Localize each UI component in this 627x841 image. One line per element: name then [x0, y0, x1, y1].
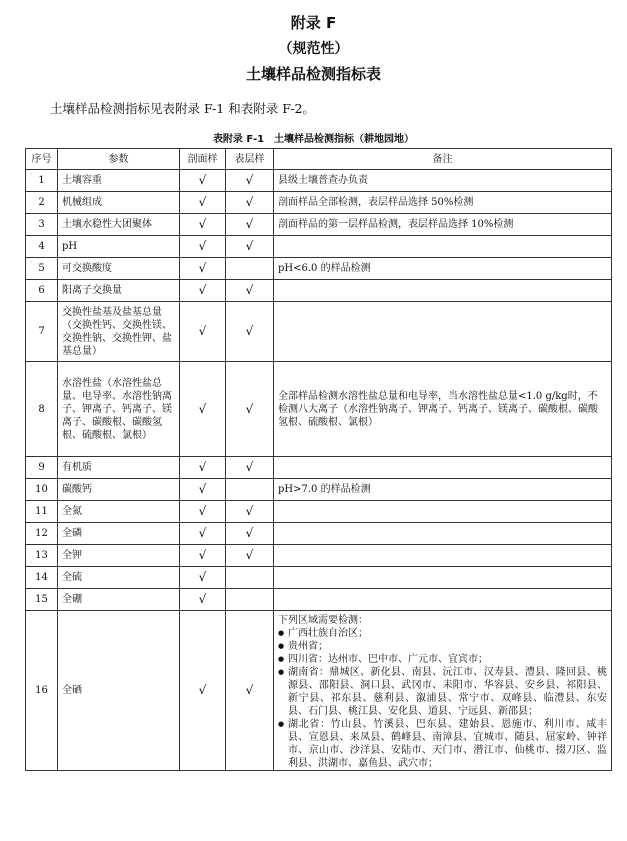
row-profile-check: √: [180, 457, 226, 479]
row-profile-check: √: [180, 192, 226, 214]
row-param: 全氮: [58, 501, 180, 523]
row-note: [274, 567, 612, 589]
table-row: [26, 523, 612, 545]
row-profile-check: √: [180, 302, 226, 362]
row-param: 交换性盐基及盐基总量（交换性钙、交换性镁、交换性钠、交换性钾、盐基总量）: [58, 302, 180, 362]
row-surface-check: √: [226, 523, 274, 545]
row-surface-check: √: [226, 192, 274, 214]
header-param: 参数: [58, 149, 180, 170]
row-note: 剖面样品的第一层样品检测，表层样品选择 10%检测: [274, 214, 612, 236]
row-profile-check: √: [180, 214, 226, 236]
appendix-label: 附录 F: [290, 14, 337, 32]
row-param: 阳离子交换量: [58, 280, 180, 302]
row-profile-check: √: [180, 523, 226, 545]
table-row: [26, 214, 612, 236]
list-item: ● 贵州省；: [278, 640, 607, 653]
row-note: [274, 545, 612, 567]
row-profile-check: √: [180, 479, 226, 501]
row-surface-check: √: [226, 545, 274, 567]
row-surface-check: [226, 567, 274, 589]
table-row: [26, 362, 612, 457]
row-surface-check: √: [226, 611, 274, 771]
table-row: [26, 545, 612, 567]
note-intro: 下列区域需要检测：: [278, 615, 368, 626]
row-no: 10: [26, 479, 58, 501]
row-note: 县级土壤普查办负责: [274, 170, 612, 192]
row-no: 5: [26, 258, 58, 280]
table-row: [26, 302, 612, 362]
list-item: ● 湖南省：鼎城区、新化县、南县、沅江市、汉寿县、澧县、隆回县、桃源县、邵阳县、洞口县、武冈市、耒阳市、华容县、安乡县、祁阳县、新宁县、祁东县、慈利县、溆浦县、常宁市、双峰县、临澧县、东安县、石门县、桃江县、安化县、道县、宁远县、新邵县；: [278, 666, 607, 718]
appendix-type: （规范性）: [278, 41, 349, 57]
row-surface-check: √: [226, 280, 274, 302]
row-no: 1: [26, 170, 58, 192]
list-item: ● 湖北省：竹山县、竹溪县、巴东县、建始县、恩施市、利川市、咸丰县、宣恩县、来凤县、鹤峰县、南漳县、宜城市、随县、屈家岭、钟祥市、京山市、沙洋县、安陆市、天门市、潜江市、仙桃市、掇刀区、监利县、洪湖市、嘉鱼县、武穴市；: [278, 718, 607, 770]
row-note: [274, 236, 612, 258]
row-profile-check: √: [180, 280, 226, 302]
row-note: [274, 501, 612, 523]
table-body: [26, 170, 612, 771]
row-param: 全硼: [58, 589, 180, 611]
row-profile-check: √: [180, 362, 226, 457]
row-param: 机械组成: [58, 192, 180, 214]
row-no: 11: [26, 501, 58, 523]
row-surface-check: √: [226, 236, 274, 258]
row-profile-check: √: [180, 589, 226, 611]
row-note: [274, 280, 612, 302]
row-param: 全磷: [58, 523, 180, 545]
row-param: 可交换酸度: [58, 258, 180, 280]
row-surface-check: [226, 589, 274, 611]
row-profile-check: √: [180, 501, 226, 523]
table-header-row: [26, 149, 612, 170]
row-note: [274, 611, 612, 771]
table-caption: 表附录 F-1 土壤样品检测指标（耕地园地）: [212, 134, 415, 145]
row-profile-check: √: [180, 236, 226, 258]
table-row: [26, 192, 612, 214]
row-surface-check: √: [226, 302, 274, 362]
row-no: 15: [26, 589, 58, 611]
row-param: 水溶性盐（水溶性盐总量、电导率、水溶性钠离子、钾离子、钙离子、镁离子、碳酸根、碳酸氢根、硫酸根、氯根）: [58, 362, 180, 457]
table-row: [26, 236, 612, 258]
table-row: [26, 170, 612, 192]
row-no: 8: [26, 362, 58, 457]
row-no: 6: [26, 280, 58, 302]
row-profile-check: √: [180, 170, 226, 192]
row-no: 7: [26, 302, 58, 362]
list-item: ● 四川省：达州市、巴中市、广元市、宜宾市；: [278, 653, 607, 666]
region-list: [278, 627, 607, 770]
row-surface-check: √: [226, 170, 274, 192]
header-no: 序号: [26, 149, 58, 170]
header-surface: 表层样: [226, 149, 274, 170]
row-param: 土壤容重: [58, 170, 180, 192]
table-row: [26, 589, 612, 611]
row-surface-check: √: [226, 457, 274, 479]
row-no: 9: [26, 457, 58, 479]
row-profile-check: √: [180, 258, 226, 280]
row-no: 14: [26, 567, 58, 589]
row-no: 3: [26, 214, 58, 236]
row-profile-check: √: [180, 545, 226, 567]
row-param: 碳酸钙: [58, 479, 180, 501]
row-no: 16: [26, 611, 58, 771]
row-no: 12: [26, 523, 58, 545]
row-note: [274, 589, 612, 611]
row-param: 全硫: [58, 567, 180, 589]
row-param: 土壤水稳性大团聚体: [58, 214, 180, 236]
indicator-table: [25, 148, 612, 771]
row-surface-check: [226, 258, 274, 280]
page-title: 土壤样品检测指标表: [245, 65, 381, 83]
table-row: [26, 501, 612, 523]
header-note: 备注: [274, 149, 612, 170]
row-param: 有机质: [58, 457, 180, 479]
row-no: 2: [26, 192, 58, 214]
row-surface-check: √: [226, 501, 274, 523]
header-profile: 剖面样: [180, 149, 226, 170]
row-param: pH: [58, 236, 180, 258]
table-row: [26, 280, 612, 302]
row-note: 全部样品检测水溶性盐总量和电导率，当水溶性盐总量<1.0 g/kg时，不检测八大离子（水溶性钠离子、钾离子、钙离子、镁离子、碳酸根、碳酸氢根、硫酸根、氯根）: [274, 362, 612, 457]
table-row: [26, 258, 612, 280]
table-row: [26, 479, 612, 501]
row-no: 4: [26, 236, 58, 258]
row-param: 全钾: [58, 545, 180, 567]
table-row: [26, 611, 612, 771]
row-param: 全硒: [58, 611, 180, 771]
row-note: [274, 523, 612, 545]
row-no: 13: [26, 545, 58, 567]
row-surface-check: [226, 479, 274, 501]
list-item: ● 广西壮族自治区；: [278, 627, 607, 640]
table-row: [26, 457, 612, 479]
row-note: [274, 302, 612, 362]
row-profile-check: √: [180, 567, 226, 589]
row-note: pH<6.0 的样品检测: [274, 258, 612, 280]
intro-paragraph: 土壤样品检测指标见表附录 F-1 和表附录 F-2。: [50, 101, 315, 116]
row-profile-check: √: [180, 611, 226, 771]
row-note: 剖面样品全部检测，表层样品选择 50%检测: [274, 192, 612, 214]
table-row: [26, 567, 612, 589]
row-note: [274, 457, 612, 479]
row-surface-check: √: [226, 362, 274, 457]
row-surface-check: √: [226, 214, 274, 236]
row-note: pH>7.0 的样品检测: [274, 479, 612, 501]
